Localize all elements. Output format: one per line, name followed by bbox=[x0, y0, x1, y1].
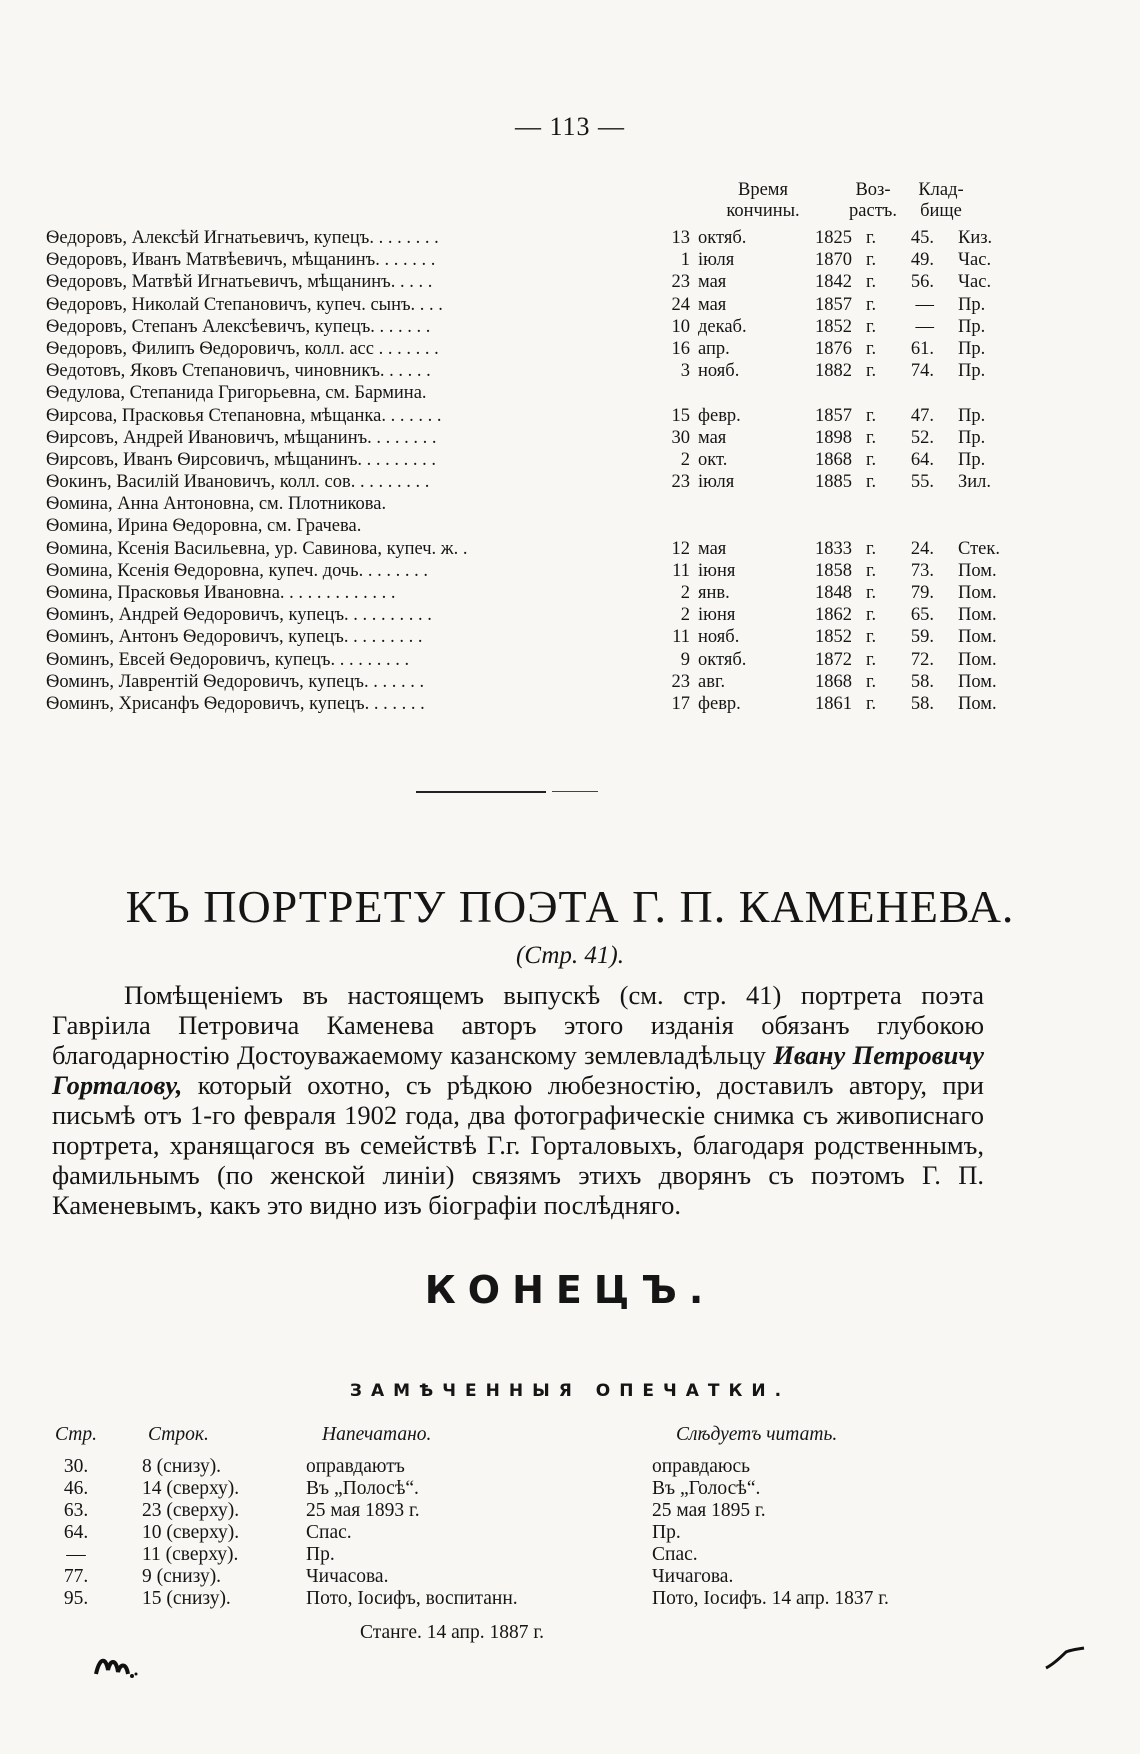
register-day: 10 bbox=[671, 316, 690, 337]
register-age: 79. bbox=[910, 583, 934, 603]
register-name: Ѳедулова, Степанида Григорьевна, см. Бармина. bbox=[46, 383, 427, 404]
register-row bbox=[46, 249, 992, 271]
errata-page: 77. bbox=[63, 1566, 89, 1587]
register-row bbox=[46, 626, 997, 648]
register-year: 1842 bbox=[815, 272, 852, 293]
register-g: г. bbox=[866, 671, 877, 692]
register-g: г. bbox=[866, 294, 877, 315]
errata-page: 63. bbox=[63, 1500, 89, 1521]
errata-read: Пото, Іосифъ. 14 апр. 1837 г. bbox=[652, 1588, 889, 1609]
errata-header-lines: Строк. bbox=[148, 1424, 209, 1445]
errata-lines: 14 (сверху). bbox=[142, 1478, 240, 1499]
register-day: 30 bbox=[671, 427, 690, 448]
register-row bbox=[46, 405, 986, 427]
register-g: г. bbox=[866, 316, 877, 337]
errata-page: — bbox=[66, 1544, 86, 1565]
register-row bbox=[46, 360, 986, 382]
register-row bbox=[46, 294, 986, 316]
errata-read: Спас. bbox=[652, 1544, 698, 1565]
register-row bbox=[46, 382, 986, 404]
register-age: 59. bbox=[910, 627, 934, 648]
section-divider-tail bbox=[552, 791, 598, 792]
errata-row bbox=[0, 1566, 1140, 1588]
burial-register bbox=[46, 227, 1001, 715]
register-cemetery: Пом. bbox=[958, 605, 997, 626]
register-g: г. bbox=[866, 427, 877, 448]
errata-printed: Спас. bbox=[306, 1522, 352, 1543]
register-year: 1868 bbox=[815, 671, 852, 692]
errata-row bbox=[0, 1544, 1140, 1566]
register-cemetery: Пом. bbox=[958, 671, 997, 692]
errata-read: Чичагова. bbox=[652, 1566, 734, 1587]
register-g: г. bbox=[866, 272, 877, 293]
register-age: 64. bbox=[910, 449, 934, 470]
register-cemetery: Пр. bbox=[958, 449, 986, 470]
page-number: — 113 — bbox=[514, 112, 626, 141]
register-cemetery: Пр. bbox=[958, 427, 986, 448]
register-day: 13 bbox=[671, 228, 690, 248]
register-month: мая bbox=[698, 427, 727, 448]
register-g: г. bbox=[866, 228, 877, 248]
register-cemetery: Пр. bbox=[958, 405, 986, 426]
errata-page: 95. bbox=[63, 1588, 89, 1609]
header-age-line1: Воз- bbox=[855, 180, 891, 200]
register-month: авг. bbox=[698, 671, 726, 692]
register-cemetery: Пом. bbox=[958, 627, 997, 648]
register-day: 11 bbox=[672, 560, 690, 581]
register-day: 11 bbox=[672, 627, 690, 648]
register-day: 2 bbox=[680, 605, 690, 626]
register-cemetery: Пр. bbox=[958, 338, 986, 359]
register-year: 1857 bbox=[815, 294, 852, 315]
register-day: 23 bbox=[671, 472, 690, 493]
register-age: 47. bbox=[910, 405, 934, 426]
errata-header-read: Слѣдуетъ читать. bbox=[676, 1424, 838, 1445]
errata-lines: 10 (сверху). bbox=[142, 1522, 240, 1543]
register-age: 58. bbox=[910, 671, 934, 692]
register-month: октяб. bbox=[698, 228, 747, 248]
errata-printed: Пото, Іосифъ, воспитанн. bbox=[306, 1588, 518, 1609]
register-year: 1858 bbox=[815, 560, 852, 581]
section-divider bbox=[416, 791, 546, 793]
errata-header-printed: Напечатано. bbox=[322, 1424, 432, 1445]
register-day: 15 bbox=[671, 405, 690, 426]
register-cemetery: Киз. bbox=[958, 228, 993, 248]
register-cemetery: Пр. bbox=[958, 294, 986, 315]
register-g: г. bbox=[866, 627, 877, 648]
register-cemetery: Час. bbox=[958, 272, 992, 293]
register-year: 1852 bbox=[815, 627, 852, 648]
register-header-cemetery bbox=[906, 180, 976, 222]
register-day: 23 bbox=[671, 272, 690, 293]
register-age: — bbox=[915, 316, 934, 337]
register-g: г. bbox=[866, 560, 877, 581]
register-row bbox=[46, 671, 997, 693]
register-cemetery: Пр. bbox=[958, 361, 986, 382]
register-row bbox=[46, 515, 986, 537]
register-name: Ѳоминъ, Лаврентій Ѳедоровичъ, купецъ. . . . . . . bbox=[46, 671, 425, 692]
register-day: 2 bbox=[680, 449, 690, 470]
register-age: — bbox=[915, 294, 934, 315]
register-month: мая bbox=[698, 294, 727, 315]
register-cemetery: Стек. bbox=[958, 538, 1001, 559]
errata-row bbox=[0, 1522, 1140, 1544]
register-month: апр. bbox=[698, 338, 730, 359]
register-row bbox=[46, 538, 1001, 560]
header-cemetery-line1: Клад- bbox=[918, 180, 964, 200]
register-row bbox=[46, 582, 997, 604]
register-name: Ѳомина, Ксенія Васильевна, ур. Савинова, купеч. ж. . bbox=[46, 538, 468, 559]
register-year: 1857 bbox=[815, 405, 852, 426]
errata-printed: Чичасова. bbox=[306, 1566, 389, 1587]
register-cemetery: Зил. bbox=[958, 472, 992, 493]
register-day: 12 bbox=[671, 538, 690, 559]
register-row bbox=[46, 471, 992, 493]
register-year: 1876 bbox=[815, 338, 852, 359]
register-name: Ѳомина, Ирина Ѳедоровна, см. Грачева. bbox=[46, 516, 362, 537]
register-header-age bbox=[838, 180, 908, 222]
register-name: Ѳирсовъ, Андрей Ивановичъ, мѣщанинъ. . . . . . . . bbox=[46, 427, 437, 448]
register-age: 45. bbox=[910, 228, 934, 248]
register-age: 61. bbox=[910, 338, 934, 359]
register-row bbox=[46, 338, 986, 360]
section-paragraph bbox=[52, 980, 984, 1220]
register-age: 73. bbox=[910, 560, 934, 581]
errata-read: Въ „Голосѣ“. bbox=[652, 1478, 761, 1499]
register-year: 1898 bbox=[815, 427, 852, 448]
register-month: февр. bbox=[698, 693, 741, 714]
register-day: 23 bbox=[671, 671, 690, 692]
errata-row bbox=[0, 1500, 1140, 1522]
register-name: Ѳедоровъ, Филипъ Ѳедоровичъ, колл. асс . . . . . . . bbox=[46, 338, 439, 359]
ink-mark-icon bbox=[92, 1652, 138, 1682]
register-cemetery: Пом. bbox=[958, 583, 997, 603]
register-day: 3 bbox=[680, 361, 690, 382]
register-year: 1848 bbox=[815, 583, 852, 603]
errata-row bbox=[0, 1588, 1140, 1610]
register-g: г. bbox=[866, 605, 877, 626]
errata-row bbox=[0, 1478, 1140, 1500]
errata-printed: Пр. bbox=[306, 1544, 335, 1565]
errata-continuation: Станге. 14 апр. 1887 г. bbox=[360, 1622, 545, 1643]
register-day: 1 bbox=[680, 250, 690, 271]
header-cemetery-line2: бище bbox=[920, 201, 962, 221]
errata-lines: 15 (снизу). bbox=[142, 1588, 231, 1609]
register-cemetery: Час. bbox=[958, 250, 992, 271]
register-month: октяб. bbox=[698, 649, 747, 670]
register-month: февр. bbox=[698, 405, 741, 426]
register-day: 16 bbox=[671, 338, 690, 359]
errata-header-page: Стр. bbox=[55, 1424, 97, 1445]
paragraph-text-before: Помѣщеніемъ въ настоящемъ выпускѣ (см. стр. 41) портрета поэта Гавріила Петровича Каменева авторъ этого изданія обязанъ глубокою благодарностію Достоуважаемому казанскому землевладѣльцу bbox=[52, 980, 984, 1070]
register-cemetery: Пом. bbox=[958, 560, 997, 581]
register-g: г. bbox=[866, 693, 877, 714]
register-month: іюня bbox=[698, 560, 736, 581]
register-year: 1882 bbox=[815, 361, 852, 382]
register-day: 24 bbox=[671, 294, 690, 315]
register-g: г. bbox=[866, 449, 877, 470]
register-cemetery: Пр. bbox=[958, 316, 986, 337]
register-row bbox=[46, 427, 986, 449]
register-year: 1868 bbox=[815, 449, 852, 470]
register-g: г. bbox=[866, 538, 877, 559]
register-age: 24. bbox=[910, 538, 934, 559]
paragraph-name: Ивану Петровичу Горталову, bbox=[52, 1040, 984, 1100]
errata-printed: оправдаютъ bbox=[306, 1456, 405, 1477]
register-row bbox=[46, 449, 986, 471]
register-name: Ѳедоровъ, Алексѣй Игнатьевичъ, купецъ. . . . . . . . bbox=[46, 228, 439, 248]
register-age: 49. bbox=[910, 250, 934, 271]
register-name: Ѳомина, Анна Антоновна, см. Плотникова. bbox=[46, 494, 387, 515]
register-row bbox=[46, 493, 986, 515]
register-name: Ѳедотовъ, Яковъ Степановичъ, чиновникъ. . . . . . bbox=[46, 361, 431, 382]
errata-lines: 11 (сверху). bbox=[142, 1544, 239, 1565]
register-month: іюля bbox=[698, 250, 735, 271]
errata-page: 64. bbox=[63, 1522, 89, 1543]
register-name: Ѳоминъ, Евсей Ѳедоровичъ, купецъ. . . . . . . . . bbox=[46, 649, 410, 670]
errata-printed: Въ „Полосѣ“. bbox=[306, 1478, 419, 1499]
register-name: Ѳомина, Ксенія Ѳедоровна, купеч. дочь. . . . . . . . bbox=[46, 560, 428, 581]
register-month: янв. bbox=[698, 583, 730, 603]
the-end-heading: КОНЕЦЪ. bbox=[424, 1268, 716, 1312]
register-age: 56. bbox=[910, 272, 934, 293]
register-month: декаб. bbox=[698, 316, 747, 337]
register-g: г. bbox=[866, 649, 877, 670]
paragraph-text-after: который охотно, съ рѣдкою любезностію, доставилъ автору, при письмѣ отъ 1-го февраля 1902 года, два фотографическіе снимка съ живописнаго портрета, хранящагося въ семействѣ Г.г. Горталовыхъ, благодаря родственнымъ, фамильнымъ (по женской линіи) связямъ этихъ дворянъ съ поэтомъ Г. П. Каменевымъ, какъ это видно изъ біографіи послѣдняго. bbox=[52, 1070, 984, 1220]
register-name: Ѳедоровъ, Матвѣй Игнатьевичъ, мѣщанинъ. . . . . bbox=[46, 272, 433, 293]
errata-read: Пр. bbox=[652, 1522, 681, 1543]
register-month: окт. bbox=[698, 449, 728, 470]
errata-row bbox=[0, 1456, 1140, 1478]
section-page-ref: (Стр. 41). bbox=[516, 942, 624, 969]
register-age: 58. bbox=[910, 693, 934, 714]
register-g: г. bbox=[866, 583, 877, 603]
register-g: г. bbox=[866, 472, 877, 493]
register-cemetery: Пом. bbox=[958, 693, 997, 714]
register-row bbox=[46, 316, 986, 338]
register-month: іюля bbox=[698, 472, 735, 493]
errata-lines: 23 (сверху). bbox=[142, 1500, 240, 1521]
register-year: 1833 bbox=[815, 538, 852, 559]
header-time-line2: кончины. bbox=[726, 201, 800, 221]
register-year: 1885 bbox=[815, 472, 852, 493]
errata-page: 30. bbox=[63, 1456, 89, 1477]
register-row bbox=[46, 560, 997, 582]
register-row bbox=[46, 227, 993, 249]
register-year: 1825 bbox=[815, 228, 852, 248]
register-month: нояб. bbox=[698, 627, 740, 648]
register-age: 52. bbox=[910, 427, 934, 448]
errata-read: оправдаюсь bbox=[652, 1456, 751, 1477]
register-year: 1852 bbox=[815, 316, 852, 337]
register-age: 65. bbox=[910, 605, 934, 626]
register-name: Ѳокинъ, Василій Ивановичъ, колл. сов. . . . . . . . . bbox=[46, 472, 430, 493]
register-g: г. bbox=[866, 338, 877, 359]
errata-lines: 9 (снизу). bbox=[142, 1566, 222, 1587]
register-day: 17 bbox=[671, 693, 690, 714]
register-name: Ѳирсовъ, Иванъ Ѳирсовичъ, мѣщанинъ. . . . . . . . . bbox=[46, 449, 437, 470]
header-age-line2: растъ. bbox=[849, 201, 897, 221]
register-name: Ѳомина, Прасковья Ивановна. . . . . . . . . . . . . bbox=[46, 583, 396, 603]
register-year: 1870 bbox=[815, 250, 852, 271]
register-g: г. bbox=[866, 405, 877, 426]
register-cemetery: Пом. bbox=[958, 649, 997, 670]
register-name: Ѳоминъ, Антонъ Ѳедоровичъ, купецъ. . . . . . . . . bbox=[46, 627, 423, 648]
errata-lines: 8 (снизу). bbox=[142, 1456, 222, 1477]
register-g: г. bbox=[866, 361, 877, 382]
register-age: 74. bbox=[910, 361, 934, 382]
section-title: КЪ ПОРТРЕТУ ПОЭТА Г. П. КАМЕНЕВА. bbox=[125, 881, 1015, 932]
register-row bbox=[46, 693, 997, 715]
register-name: Ѳедоровъ, Иванъ Матвѣевичъ, мѣщанинъ. . . . . . . bbox=[46, 250, 436, 271]
register-header-time bbox=[698, 180, 828, 222]
register-name: Ѳедоровъ, Степанъ Алексѣевичъ, купецъ. . . . . . . bbox=[46, 316, 431, 337]
errata-title: ЗАМѢЧЕННЫЯ ОПЕЧАТКИ. bbox=[349, 1381, 791, 1401]
register-day: 9 bbox=[680, 649, 690, 670]
register-g: г. bbox=[866, 250, 877, 271]
errata-printed: 25 мая 1893 г. bbox=[306, 1500, 420, 1521]
register-year: 1861 bbox=[815, 693, 852, 714]
register-age: 55. bbox=[910, 472, 934, 493]
header-time-line1: Время bbox=[737, 180, 789, 200]
errata-page: 46. bbox=[63, 1478, 89, 1499]
register-row bbox=[46, 649, 997, 671]
register-age: 72. bbox=[910, 649, 934, 670]
errata-read: 25 мая 1895 г. bbox=[652, 1500, 766, 1521]
pen-stroke-icon bbox=[1044, 1646, 1086, 1670]
register-name: Ѳирсова, Прасковья Степановна, мѣщанка. . . . . . . bbox=[46, 405, 442, 426]
register-row bbox=[46, 604, 997, 626]
register-month: іюня bbox=[698, 605, 736, 626]
register-name: Ѳоминъ, Хрисанфъ Ѳедоровичъ, купецъ. . . . . . . bbox=[46, 693, 425, 714]
register-year: 1862 bbox=[815, 605, 852, 626]
register-month: мая bbox=[698, 272, 727, 293]
register-month: мая bbox=[698, 538, 727, 559]
register-name: Ѳедоровъ, Николай Степановичъ, купеч. сынъ. . . . bbox=[46, 294, 443, 315]
register-row bbox=[46, 271, 992, 293]
register-name: Ѳоминъ, Андрей Ѳедоровичъ, купецъ. . . . . . . . . . bbox=[46, 605, 432, 626]
register-year: 1872 bbox=[815, 649, 852, 670]
register-month: нояб. bbox=[698, 361, 740, 382]
register-day: 2 bbox=[680, 583, 690, 603]
errata-header-row bbox=[0, 1424, 1140, 1446]
